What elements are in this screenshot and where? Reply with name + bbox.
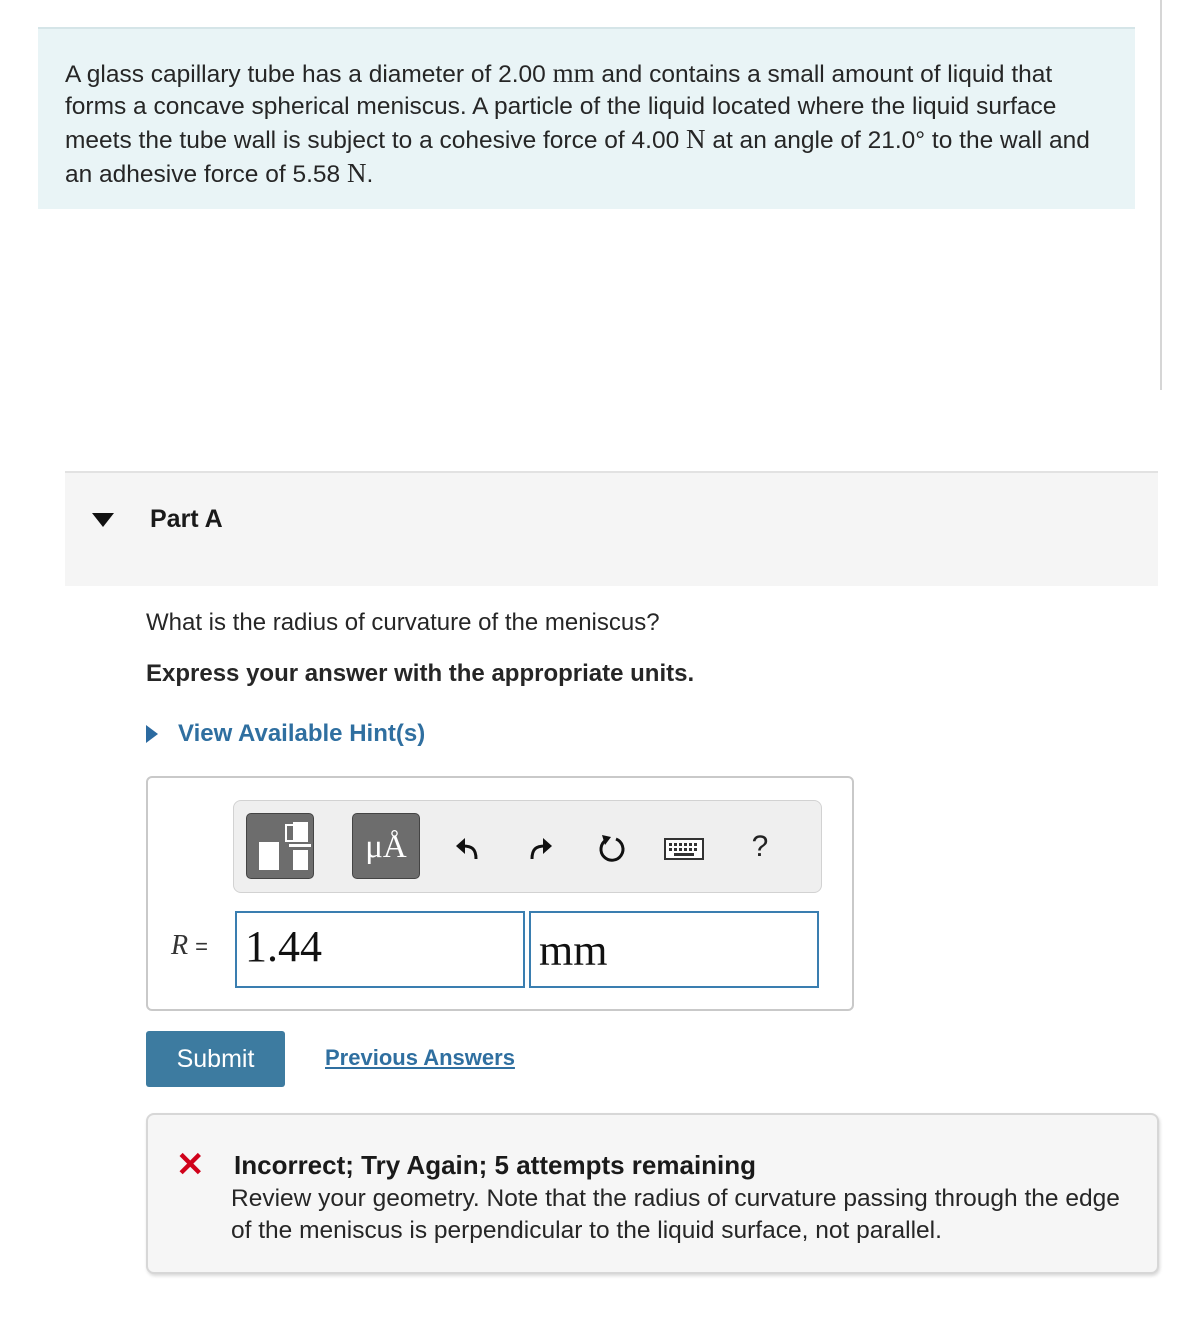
incorrect-x-icon: ✕ — [176, 1146, 205, 1184]
problem-text-3: at an angle of 21.0° to the wall and an adhesive force of 5.58 — [65, 127, 1090, 188]
feedback-panel — [146, 1113, 1159, 1274]
keyboard-icon[interactable] — [664, 829, 704, 869]
equals-sign: = — [195, 934, 208, 959]
right-divider — [1160, 0, 1162, 390]
problem-text-1: A glass capillary tube has a diameter of 2.00 — [65, 61, 553, 88]
submit-button[interactable]: Submit — [146, 1031, 285, 1087]
problem-unit-3: N — [346, 158, 367, 188]
previous-answers-link[interactable]: Previous Answers — [325, 1045, 515, 1070]
expand-arrow-icon — [146, 725, 158, 743]
help-icon[interactable]: ? — [751, 830, 769, 863]
part-header[interactable] — [65, 471, 1158, 586]
value-input[interactable]: 1.44 — [235, 911, 525, 988]
collapse-arrow-icon[interactable] — [92, 513, 114, 527]
undo-icon[interactable] — [448, 829, 488, 869]
redo-icon[interactable] — [520, 829, 560, 869]
units-input[interactable]: mm — [529, 911, 819, 988]
question-text: What is the radius of curvature of the meniscus? — [146, 609, 660, 636]
instruction-text: Express your answer with the appropriate units. — [146, 660, 695, 687]
problem-text-2: and contains a small amount of liquid that forms a concave spherical meniscus. A particle of the liquid located where the liquid surface meets the tube wall is subject to a cohesive force of 4.00 — [65, 61, 1057, 154]
problem-text-4: . — [366, 161, 374, 188]
variable-label — [171, 930, 208, 962]
problem-unit-1: mm — [552, 58, 595, 88]
math-toolbar — [233, 800, 822, 893]
part-title: Part A — [150, 505, 223, 533]
templates-icon[interactable] — [246, 813, 314, 879]
view-hints-toggle[interactable] — [146, 720, 425, 748]
problem-unit-2: N — [686, 124, 706, 154]
view-hints-label[interactable]: View Available Hint(s) — [178, 720, 426, 747]
units-icon[interactable]: μÅ — [352, 813, 420, 879]
answer-box — [146, 776, 854, 1011]
feedback-title: Incorrect; Try Again; 5 attempts remaining — [234, 1150, 757, 1180]
variable-symbol: R — [171, 930, 189, 961]
reset-icon[interactable] — [592, 829, 632, 869]
feedback-message: Review your geometry. Note that the radius of curvature passing through the edge of the meniscus is perpendicular to the liquid surface, not parallel. — [231, 1185, 1120, 1244]
problem-statement — [38, 27, 1135, 209]
